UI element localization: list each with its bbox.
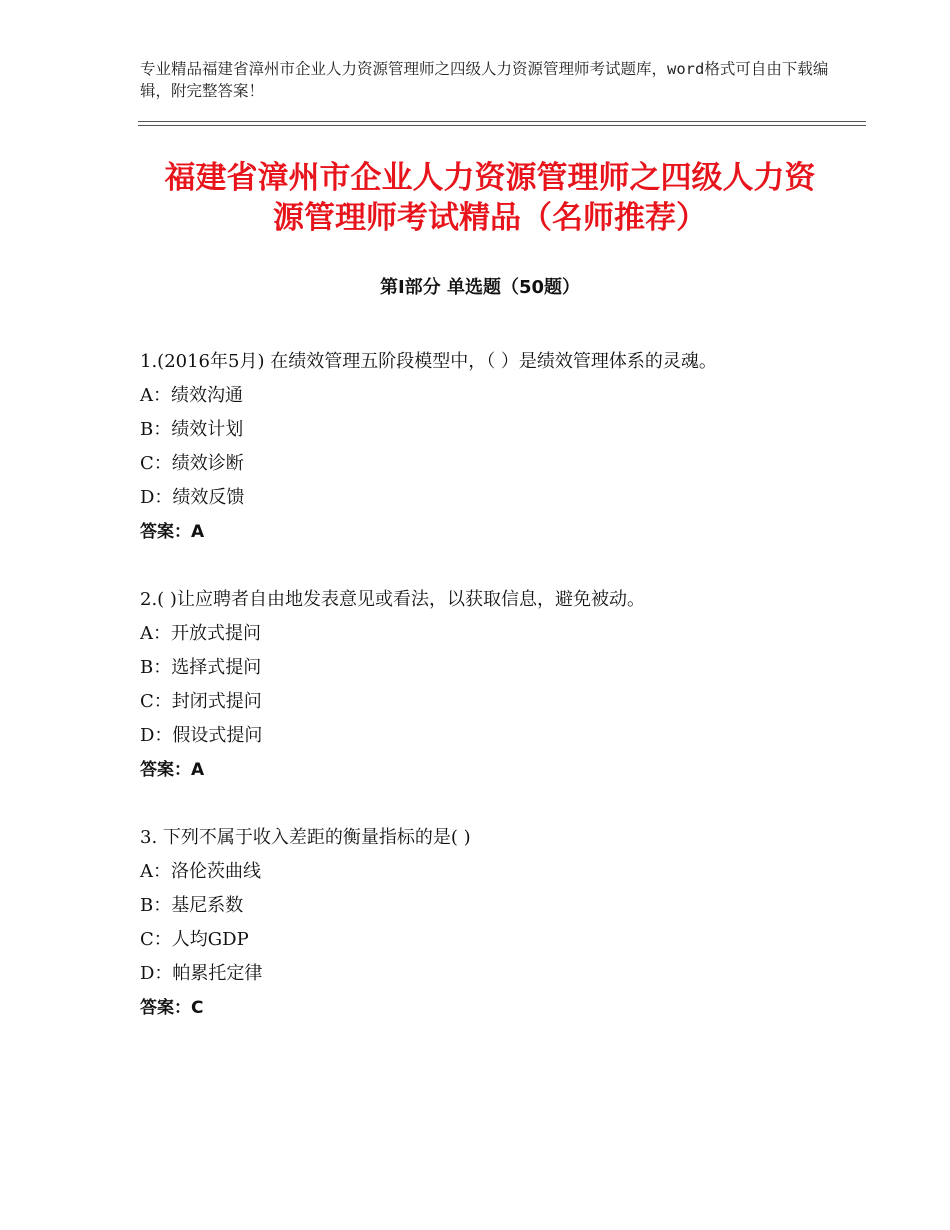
option-b: B：基尼系数: [140, 895, 244, 916]
question-stem: 1.(2016年5月) 在绩效管理五阶段模型中，（ ）是绩效管理体系的灵魂。: [140, 351, 717, 372]
answer: 答案：A: [140, 760, 205, 780]
option-a: A：洛伦茨曲线: [140, 861, 261, 882]
document-title: 福建省漳州市企业人力资源管理师之四级人力资源管理师考试精品（名师推荐）: [164, 160, 816, 236]
option-c: C：绩效诊断: [140, 453, 244, 474]
option-d: D：帕累托定律: [140, 963, 263, 984]
header-divider: [138, 121, 866, 126]
page-header: 专业精品福建省漳州市企业人力资源管理师之四级人力资源管理师考试题库，word格式可自由下载编辑，附完整答案！: [140, 60, 829, 100]
question-stem: 3. 下列不属于收入差距的衡量指标的是( ): [140, 827, 471, 848]
option-c: C：人均GDP: [140, 929, 249, 950]
question-1: [140, 345, 810, 549]
option-b: B：绩效计划: [140, 419, 244, 440]
option-c: C：封闭式提问: [140, 691, 262, 712]
option-d: D：假设式提问: [140, 725, 263, 746]
option-d: D：绩效反馈: [140, 487, 245, 508]
question-list: [140, 345, 810, 1059]
option-a: A：开放式提问: [140, 623, 261, 644]
section-title: 第Ⅰ部分 单选题（50题）: [379, 277, 580, 298]
answer: 答案：A: [140, 522, 205, 542]
option-b: B：选择式提问: [140, 657, 262, 678]
question-3: [140, 821, 810, 1025]
answer: 答案：C: [140, 998, 204, 1018]
option-a: A：绩效沟通: [140, 385, 243, 406]
question-stem: 2.( )让应聘者自由地发表意见或看法，以获取信息，避免被动。: [140, 589, 645, 610]
question-2: [140, 583, 810, 787]
